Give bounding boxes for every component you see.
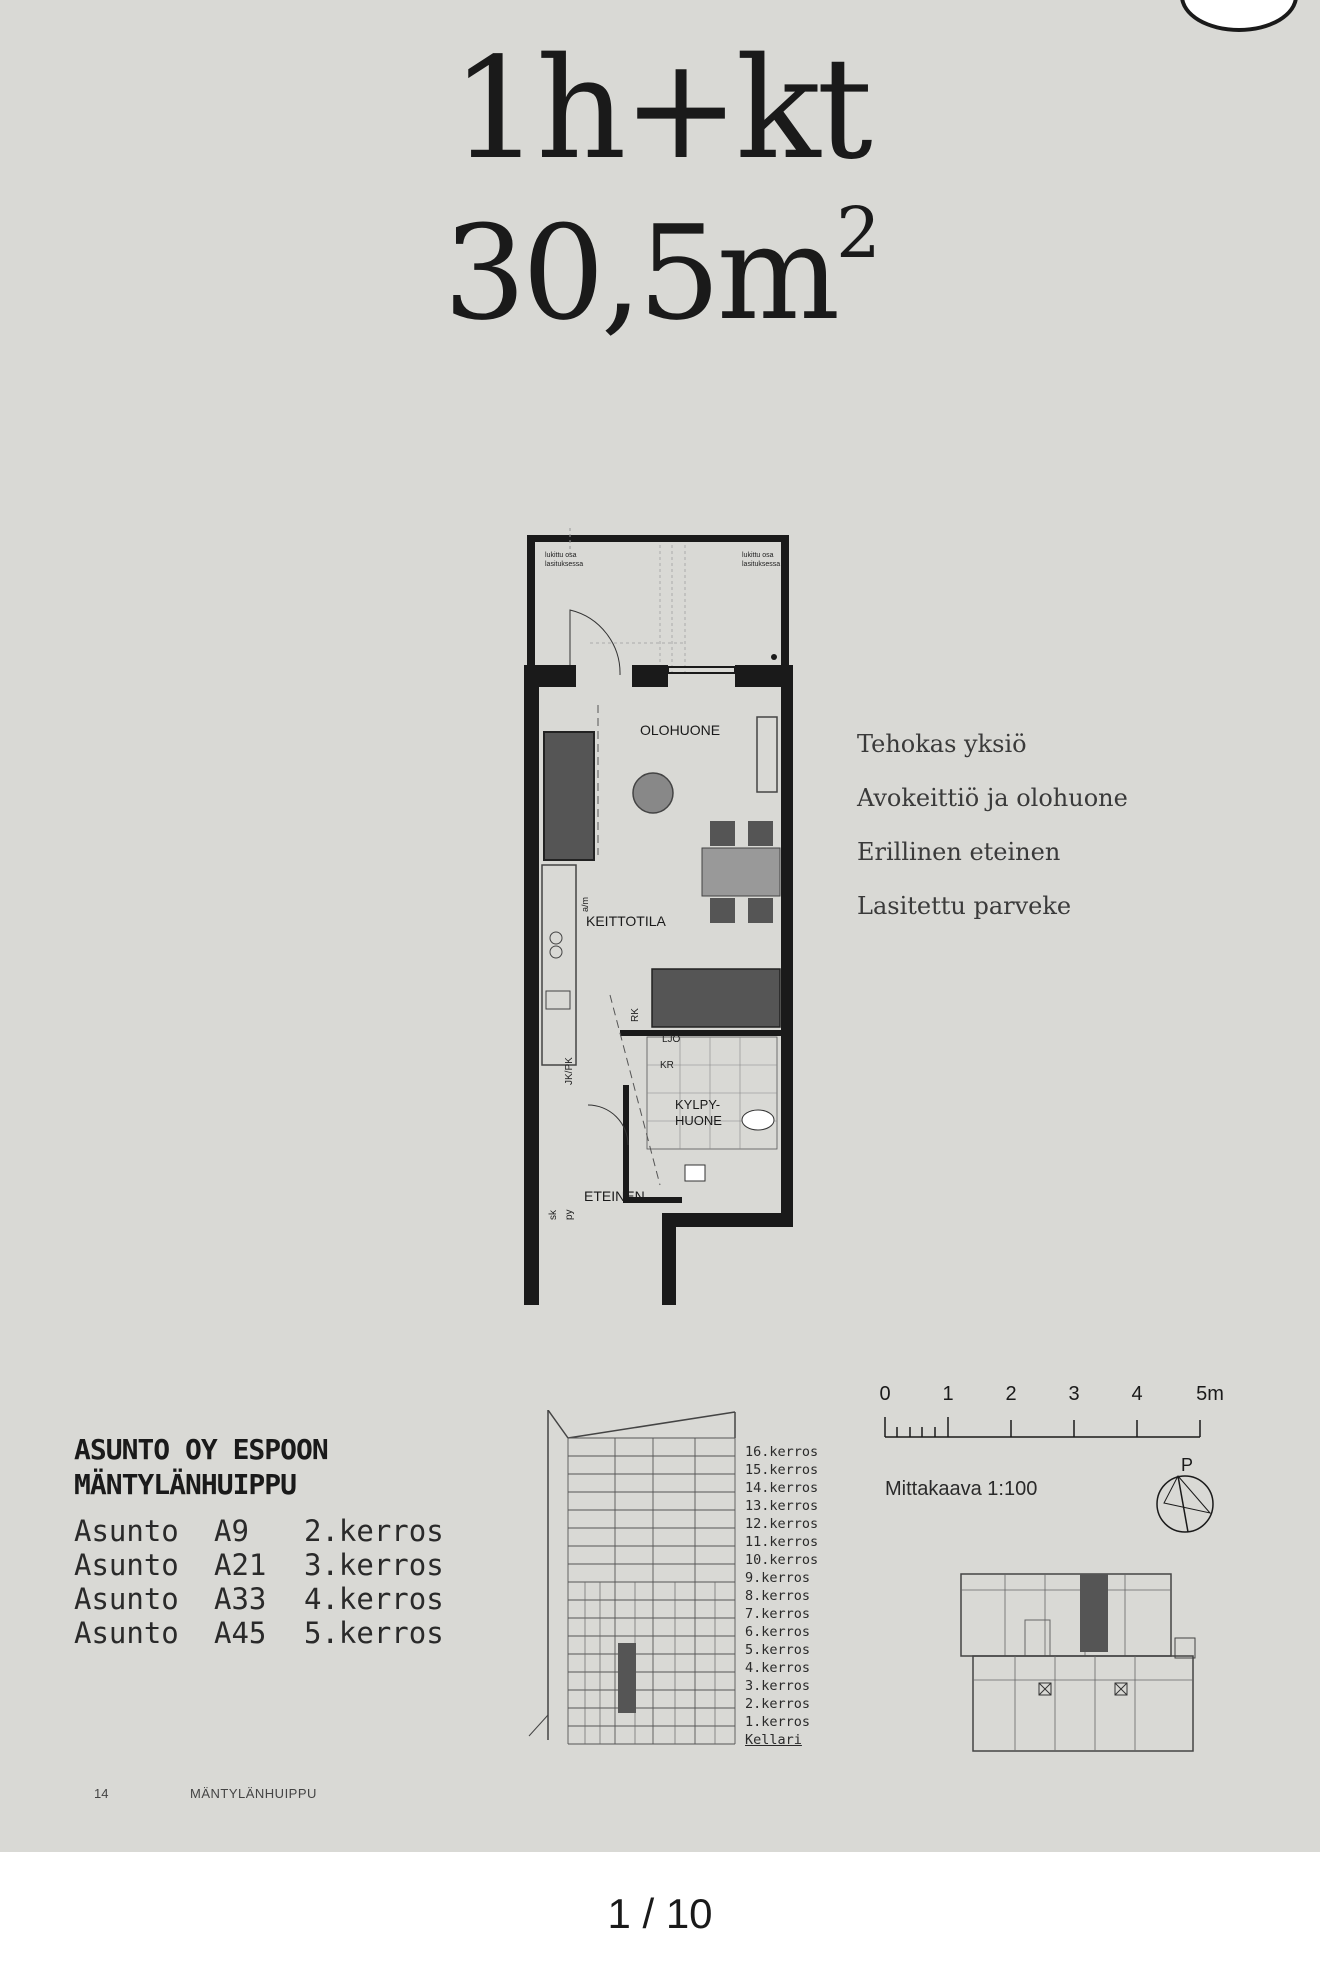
- floor-label: 14.kerros: [745, 1480, 819, 1496]
- scale-tick-label: 0: [879, 1383, 891, 1405]
- unit-row: [74, 1548, 444, 1582]
- area-unit-sup: 2: [836, 192, 877, 274]
- floor-label: 1.kerros: [745, 1714, 811, 1730]
- floor-label: 8.kerros: [745, 1588, 811, 1604]
- room-kylpyhuone-1: KYLPY-: [675, 1097, 721, 1112]
- feature-item: Tehokas yksiö: [857, 730, 1027, 758]
- floor-label: Kellari: [745, 1732, 802, 1748]
- room-kylpyhuone-2: HUONE: [675, 1113, 722, 1128]
- unit-id: A21: [214, 1548, 267, 1582]
- room-keittotila: KEITTOTILA: [586, 913, 666, 929]
- balcony-note-right-2: lasituksessa: [742, 561, 781, 568]
- label-kr: KR: [660, 1060, 674, 1071]
- floor-label: 7.kerros: [745, 1606, 811, 1622]
- floor-label: 9.kerros: [745, 1570, 811, 1586]
- floor-labels: [745, 1443, 818, 1749]
- unit-floor: 4.kerros: [304, 1582, 444, 1616]
- label-am: a/m: [580, 896, 590, 912]
- scale-tick-label: 5m: [1196, 1383, 1224, 1405]
- company-line2: MÄNTYLÄNHUIPPU: [74, 1468, 297, 1501]
- floor-label: 3.kerros: [745, 1678, 811, 1694]
- floor-label: 15.kerros: [745, 1462, 819, 1478]
- north-arrow: [1150, 1455, 1220, 1535]
- scale-tick-label: 4: [1131, 1383, 1143, 1405]
- feature-item: Avokeittiö ja olohuone: [857, 784, 1128, 812]
- floor-label: 6.kerros: [745, 1624, 811, 1640]
- feature-item: Erillinen eteinen: [857, 838, 1061, 866]
- area-value: 30,5m: [443, 197, 837, 349]
- label-py: py: [564, 1209, 575, 1220]
- feature-list: [857, 730, 1128, 946]
- balcony: [527, 525, 789, 680]
- floor-label: 12.kerros: [745, 1516, 819, 1532]
- furniture: [542, 705, 780, 1185]
- floor-label: 16.kerros: [745, 1444, 819, 1460]
- floor-label: 11.kerros: [745, 1534, 819, 1550]
- close-button[interactable]: [1180, 0, 1298, 32]
- highlighted-apartments: [618, 1643, 636, 1713]
- scale-label: Mittakaava 1:100: [885, 1478, 1038, 1500]
- room-olohuone: OLOHUONE: [640, 722, 721, 738]
- building-elevation: [525, 1410, 750, 1755]
- floor-label: 10.kerros: [745, 1552, 819, 1568]
- balcony-note-right-1: lukittu osa: [742, 552, 774, 559]
- unit-floor: 5.kerros: [304, 1616, 444, 1650]
- apartment-type: 1h+kt: [451, 28, 869, 191]
- floor-plan: [510, 525, 810, 1305]
- floor-label: 2.kerros: [745, 1696, 811, 1712]
- unit-label: Asunto: [74, 1582, 179, 1616]
- floor-label: 13.kerros: [745, 1498, 819, 1514]
- page-number: 14: [94, 1786, 109, 1801]
- unit-list: [74, 1514, 444, 1650]
- highlighted-location: [1080, 1574, 1108, 1652]
- unit-label: Asunto: [74, 1548, 179, 1582]
- unit-row: [74, 1582, 444, 1616]
- unit-id: A9: [214, 1514, 249, 1548]
- label-ljo: LJO: [662, 1034, 681, 1045]
- building-floor-rows: [568, 1438, 735, 1744]
- scale-bar: [870, 1375, 1230, 1455]
- feature-item: Lasitettu parveke: [857, 892, 1072, 920]
- scale-tick-label: 3: [1068, 1383, 1080, 1405]
- unit-label: Asunto: [74, 1514, 179, 1548]
- apartment-area: [0, 192, 1320, 349]
- balcony-note-left-2: lasituksessa: [545, 561, 584, 568]
- label-jkpk: JK/PK: [564, 1057, 575, 1085]
- unit-id: A33: [214, 1582, 267, 1616]
- page-indicator: 1 / 10: [607, 1890, 713, 1937]
- unit-row: [74, 1616, 444, 1650]
- company-line1: ASUNTO OY ESPOON: [74, 1433, 328, 1466]
- unit-floor: 2.kerros: [304, 1514, 444, 1548]
- footer-project-name: MÄNTYLÄNHUIPPU: [190, 1786, 317, 1801]
- floor-label: 5.kerros: [745, 1642, 811, 1658]
- room-eteinen: ETEINEN: [584, 1188, 645, 1204]
- unit-floor: 3.kerros: [304, 1548, 444, 1582]
- site-plan: [955, 1570, 1205, 1755]
- scale-tick-label: 1: [942, 1383, 954, 1405]
- unit-row: [74, 1514, 444, 1548]
- unit-id: A45: [214, 1616, 267, 1650]
- north-label: P: [1181, 1455, 1194, 1475]
- label-sk: sk: [548, 1210, 559, 1220]
- company-name: [74, 1432, 328, 1502]
- unit-label: Asunto: [74, 1616, 179, 1650]
- scale-tick-label: 2: [1005, 1383, 1017, 1405]
- label-rk: RK: [630, 1008, 641, 1022]
- balcony-note-left-1: lukittu osa: [545, 552, 577, 559]
- floor-label: 4.kerros: [745, 1660, 811, 1676]
